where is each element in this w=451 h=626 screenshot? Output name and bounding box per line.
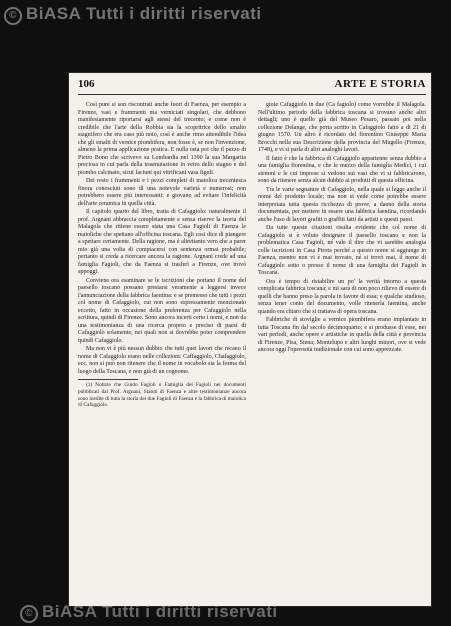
- paragraph: Da tutte queste citazioni risulta evidente che col nome di Cafaggiolo si è voluto designare il paesello toscano e non la problematica Casa Fagioli, né vale il dire che vi sarebbe analogia colle iscrizioni in Casa Pirota perché a questo nome si aggiunge in Faenza, mentre non vi è mai trovato, né si trovò mai, il nome di Cafaggiolo sotto o presso il nome di una famiglia dei Fagioli in Toscana.: [258, 225, 426, 276]
- watermark-bottom: [20, 602, 451, 623]
- document-page: [68, 72, 432, 607]
- paragraph: Il fatto è che la fabbrica di Cafaggiolo appartenne senza dubbio a una famiglia fiorentina, e che le mezzo della famiglia Medici, i cui stemmi e le cui imprese si vedono sui vasi che vi si fabbricarono, sono da ritenere senza alcun dubbio ai prodotti di questa officina.: [258, 155, 426, 184]
- paragraph: Così pure si son riscontrati anche fuori di Faenza, per esempio a Firenze, vasi e frammenti ma verniciati singolari, che debbono manifestamente riportarsi agli stessi del trecento; e come non è credibile che l'arte della Robbia sia la scopritrice dello smalto stagnifero che era caso più noto, così è anche rimo attendibile l'idea che gli smalti di vernice piombifera, non fosse è, se non l'invenzione, almeno la prima applicazione pratica. E nulla osta poi che il pezzo di Pietro Bono che scrivevo su Lombardia nel 1390 la sua Margarita preciosa in cui parla della trasmutazione in vetro dello stagno e del piombo calcinato, sicut faciunt qui vitrificant vasa figuli.: [78, 102, 246, 176]
- copyright-icon: ©: [4, 7, 22, 25]
- paragraph: Ora è tempo di ristabilire un po' la verità intorno a questa complicata fabbrica toscana; e mi sarà di non poco rilievo di essere di quelli che hanno preso la parola in favore di essa; e qualche studioso, senza tener conto del documento, volle ritenerla faentina, anche quando era chiaro che si trattava di opera toscana.: [258, 278, 426, 315]
- paragraph: gioie Cafaggiolo in due (Ca fagiolo) come vorrebbe il Malagola. Nell'ultimo periodo della fabbrica toscana si trovano anche altri dettagli; uno è quello già del Museo Pesaro, passato poi nella collezione Delange, che porta scritto in Cafaggiolo fatto a di 21 di giugno 1570. Un altro è ricordato del fiorentino Giuseppe Maria Brocchi nella sua Descrizione della provincia del Mugello (Firenze, 1748), e vi si parla di altri analoghi lavori.: [258, 102, 426, 153]
- paragraph: Il capitolo quarto del libro, tratta di Cafaggiolo: naturalmente il prof. Argnani abbraccia completamente e senza riserve la teoria del Malagola che ritiene essere stata una Casa Fagioli di Faenza le maioliche che spettano all'officina toscana. Egli cosi dice di piangere a spettare certamente. Della ragione, ma è altrettanto vero che a parer mio già una volta di compiacersi con sentenza ormai probabile; pertanto si creda a ricercare ancora la ragione. Argnani crede ad una famiglia Fagioli, che da Faenza si trasferì a Firenze, ove trovò appoggi.: [78, 209, 246, 275]
- footnote-divider: [78, 379, 138, 380]
- paragraph: Tra le varie segnature di Cafaggiolo, nella quale si legge anche il nome del prodotto locale; ma non si vede come potrebbe essere interpretata tutta questa ricchezza di prove, a danno della storia documentata, per mettere in essere una fabbrica faentina, ricordando anche l'uso di lavori grafiti o graffiti fatti da artisti e questi paesi.: [258, 186, 426, 223]
- copyright-icon: ©: [20, 605, 38, 623]
- left-column: [78, 102, 246, 597]
- page-header: [78, 78, 426, 95]
- paragraph: Dei resto i frammenti e i pezzi completi di maiolica trecentesca finora conosciuti sono di una notevole varietà e numerosi; non potrebbero essere più interessanti: e giovano ad evitare l'infelicità dell'arte ceramica in quella città.: [78, 178, 246, 207]
- right-column: [258, 102, 426, 597]
- paragraph: Conviene ora esaminare se le iscrizioni che portano il nome del paesello toscano possano prestarsi veramente a leggersi invece l'annunciazione della fabbrica faentina: e se premesso che tutti i pezzi col nome di Cafaggiolo, cui non sono espressamente menzionato eccetto, fatto in occasione della preferenza per Cafaggiolo nella scrittura, quindi di Firenze. Sono ancora incerti certo i nomi, e non da una testimonianza di una ricerca proprio e preciso di paesi di Cafaggiolo solamente, nei quali non si dovrebbe poter comprendere quindi Cafaggiolo.: [78, 277, 246, 344]
- watermark-top: [4, 4, 451, 25]
- paragraph: Fabbriche di stoviglie a vernice piombifera erano impiantate in tutta Toscana fin dal secolo decimoquarto; e si produsse di esse, nei vari periodi, anche opere e artistiche in quella della città e provincia di Firenze, Pisa, Siena; Montelupo e altri luoghi minori, ove si vede ancora oggi l'operosità tradizionale con cui sono apprezzate.: [258, 317, 426, 353]
- page-number: 106: [78, 78, 95, 90]
- footnote: (1) Notizie che Guido Fagioli o Famiglia dei Fagioli nei documenti pubblicati dal Prof. Argnani, Statuti di Faenza e altre testimonianze ancora sono inedite di tutta la storia dei due Fagioli di Faenza e la fabbrica di maiolica di Cafaggiolo.: [78, 382, 246, 409]
- watermark-bottom-text: BiASA Tutti i diritti riservati: [42, 602, 278, 621]
- running-title: ARTE E STORIA: [334, 78, 426, 90]
- watermark-top-text: BiASA Tutti i diritti riservati: [26, 4, 262, 23]
- paragraph: Ma non vi è più nessun dubbio che tutti quei lavori che recano il nome di Cafaggiolo erano nelle collezioni: Caffaggiolo, Chafaggiolo, ecc. non si può non ritenere che il nome in vocabolo sia la forma del luogo della Toscana, e non già di un cognome.: [78, 346, 246, 375]
